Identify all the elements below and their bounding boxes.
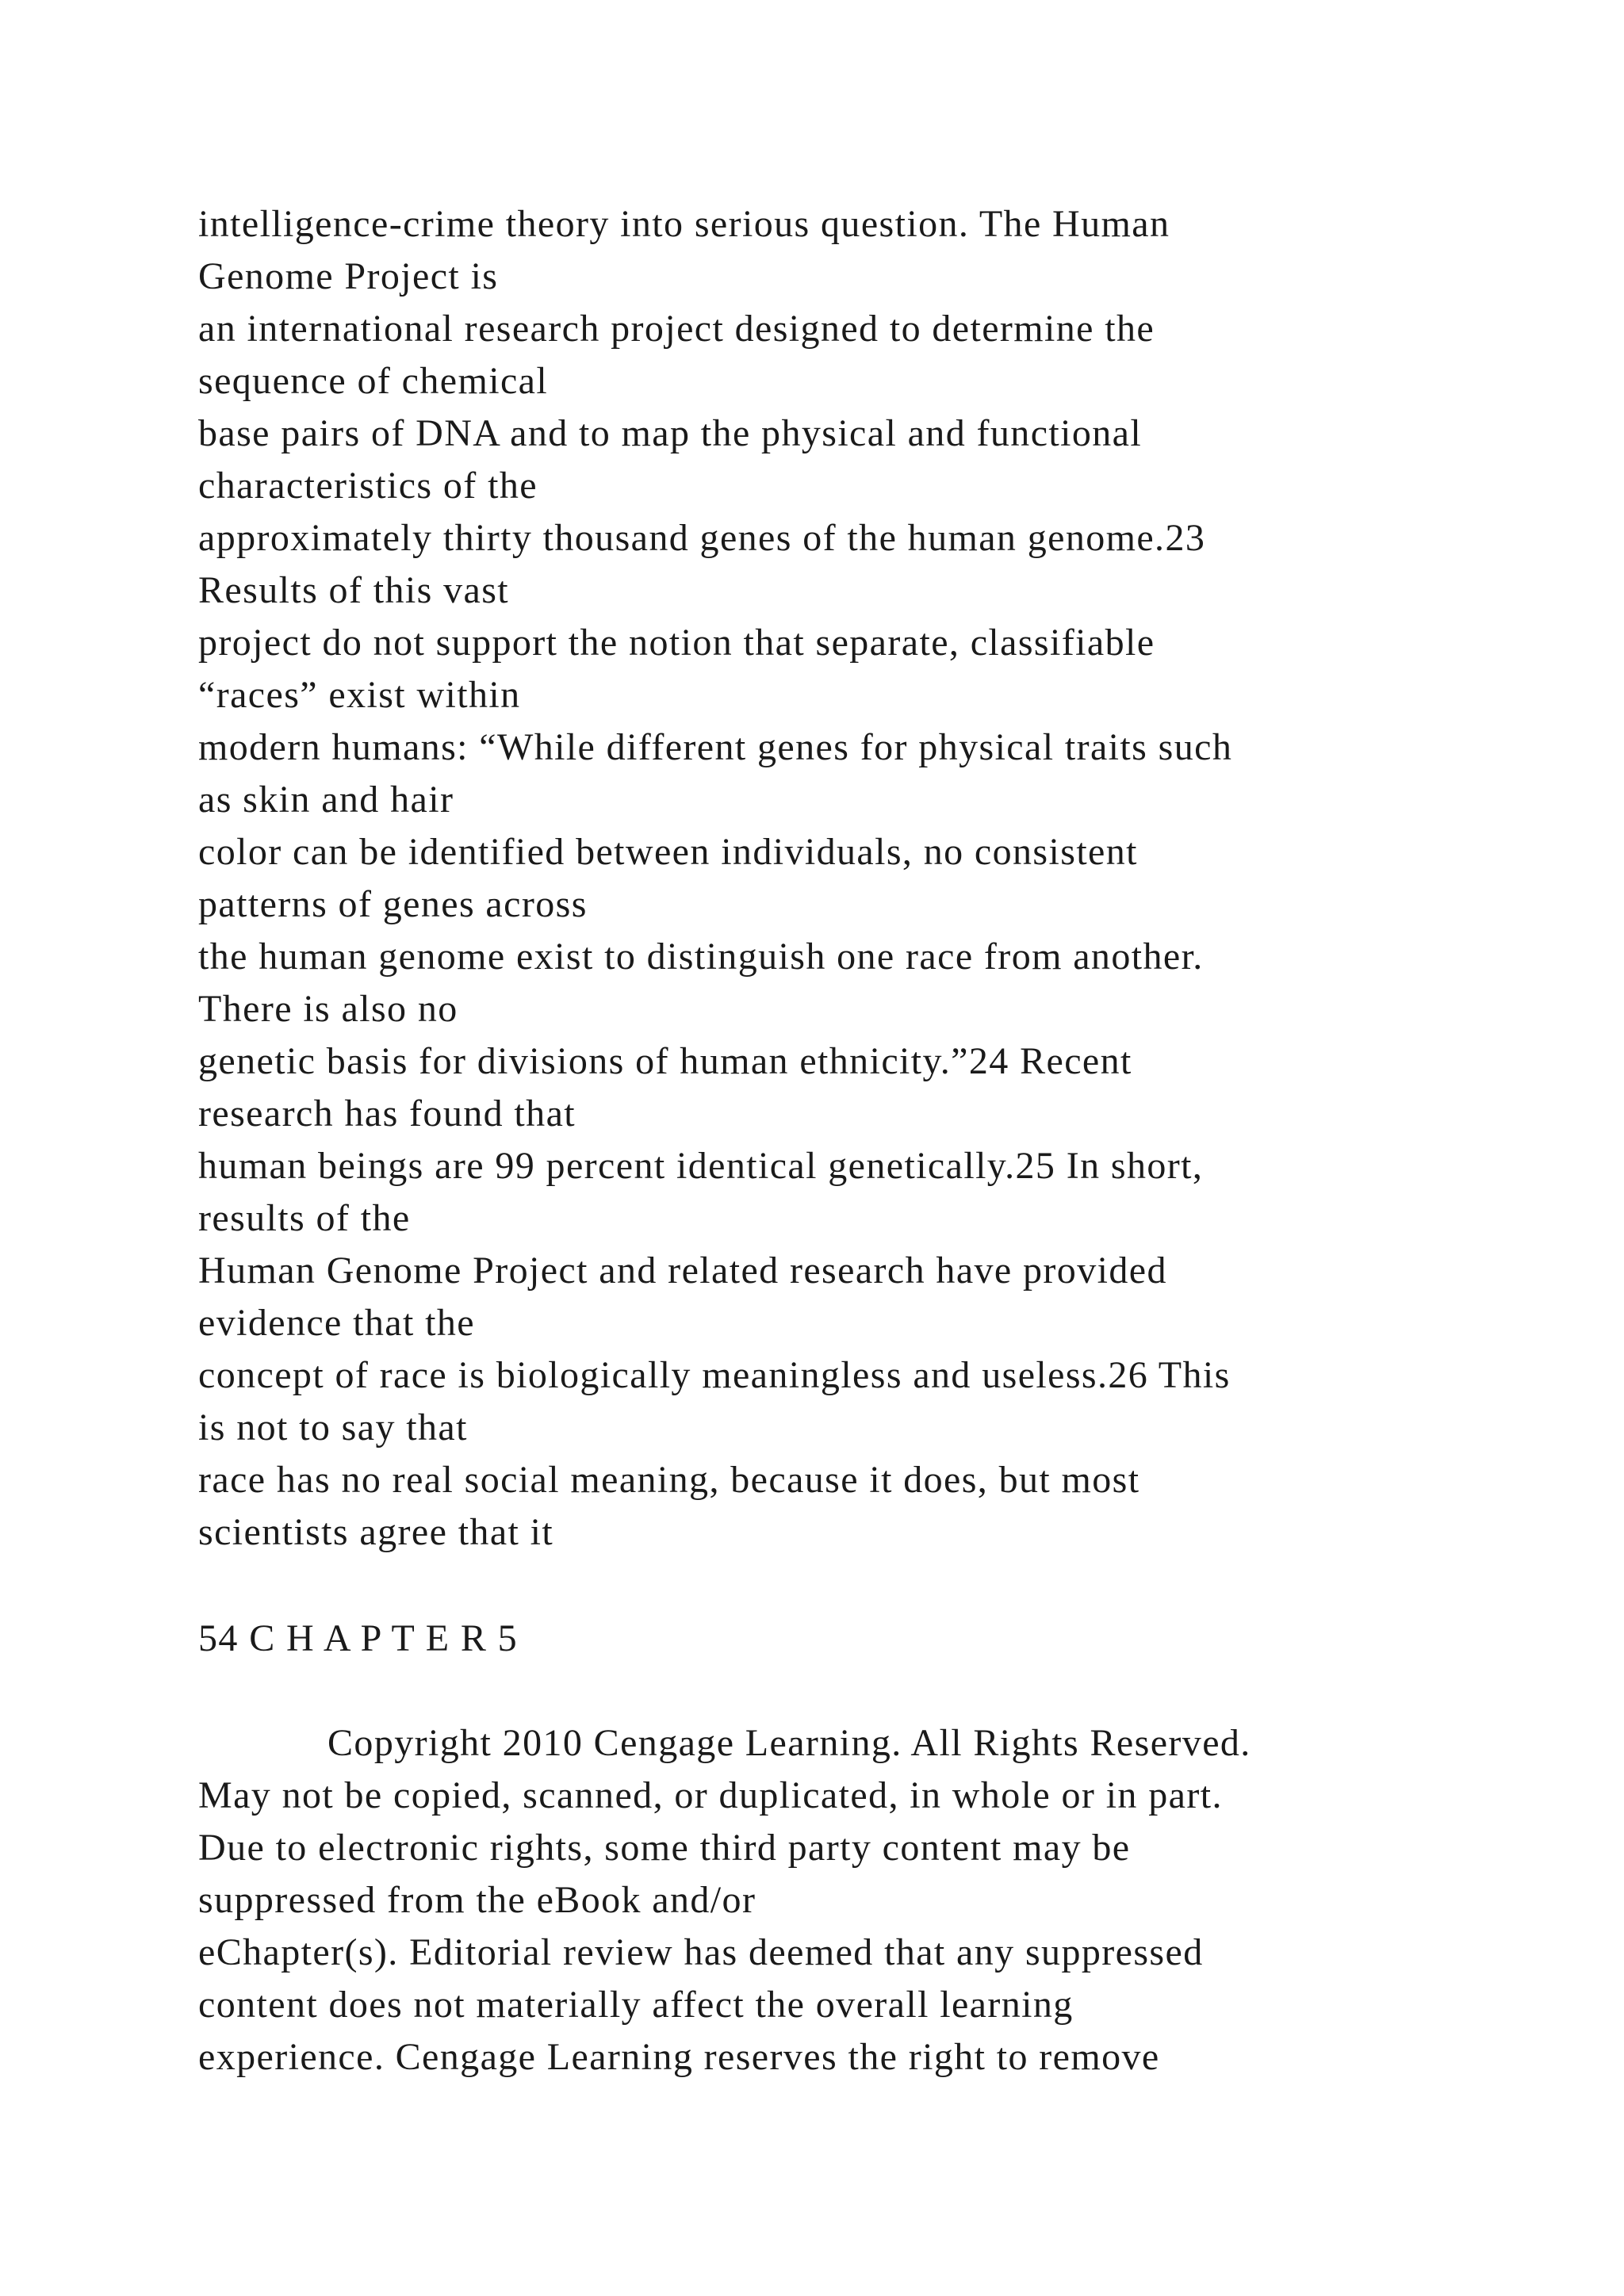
body-line: sequence of chemical — [198, 360, 549, 402]
body-text — [198, 198, 1435, 1559]
body-line: There is also no — [198, 988, 458, 1030]
body-line: “races” exist within — [198, 674, 521, 716]
body-line: human beings are 99 percent identical genetically.25 In short, — [198, 1145, 1204, 1187]
body-line: the human genome exist to distinguish one race from another. — [198, 936, 1204, 978]
body-line: base pairs of DNA and to map the physical and functional — [198, 412, 1143, 454]
body-line: patterns of genes across — [198, 883, 588, 925]
body-line: Genome Project is — [198, 255, 499, 297]
copyright-line: eChapter(s). Editorial review has deemed that any suppressed — [198, 1931, 1204, 1973]
body-line: scientists agree that it — [198, 1511, 554, 1553]
spacer — [198, 1665, 1435, 1717]
document-page — [198, 198, 1435, 2084]
copyright-notice — [198, 1717, 1435, 2084]
chapter-heading: 54 C H A P T E R 5 — [198, 1617, 519, 1659]
copyright-line: suppressed from the eBook and/or — [198, 1879, 756, 1921]
body-line: research has found that — [198, 1093, 576, 1135]
copyright-line: Due to electronic rights, some third party content may be — [198, 1827, 1131, 1869]
copyright-line: May not be copied, scanned, or duplicated, in whole or in part. — [198, 1774, 1223, 1816]
body-line: is not to say that — [198, 1406, 468, 1448]
body-line: Human Genome Project and related research have provided — [198, 1249, 1167, 1292]
copyright-line: Copyright 2010 Cengage Learning. All Rights Reserved. — [327, 1722, 1251, 1764]
body-line: evidence that the — [198, 1302, 475, 1344]
body-line: approximately thirty thousand genes of the human genome.23 — [198, 517, 1206, 559]
body-line: concept of race is biologically meaningless and useless.26 This — [198, 1354, 1231, 1396]
body-line: color can be identified between individuals, no consistent — [198, 831, 1138, 873]
spacer — [198, 1559, 1435, 1613]
body-line: as skin and hair — [198, 779, 454, 821]
copyright-line: experience. Cengage Learning reserves the right to remove — [198, 2036, 1160, 2078]
body-line: results of the — [198, 1197, 411, 1239]
body-line: race has no real social meaning, because it does, but most — [198, 1459, 1140, 1501]
body-line: characteristics of the — [198, 465, 538, 507]
body-line: intelligence-crime theory into serious question. The Human — [198, 203, 1170, 245]
body-line: genetic basis for divisions of human ethnicity.”24 Recent — [198, 1040, 1132, 1082]
body-line: an international research project designed to determine the — [198, 308, 1155, 350]
body-line: project do not support the notion that separate, classifiable — [198, 622, 1155, 664]
copyright-line: content does not materially affect the overall learning — [198, 1984, 1074, 2026]
body-line: Results of this vast — [198, 569, 510, 611]
body-line: modern humans: “While different genes for physical traits such — [198, 726, 1233, 768]
